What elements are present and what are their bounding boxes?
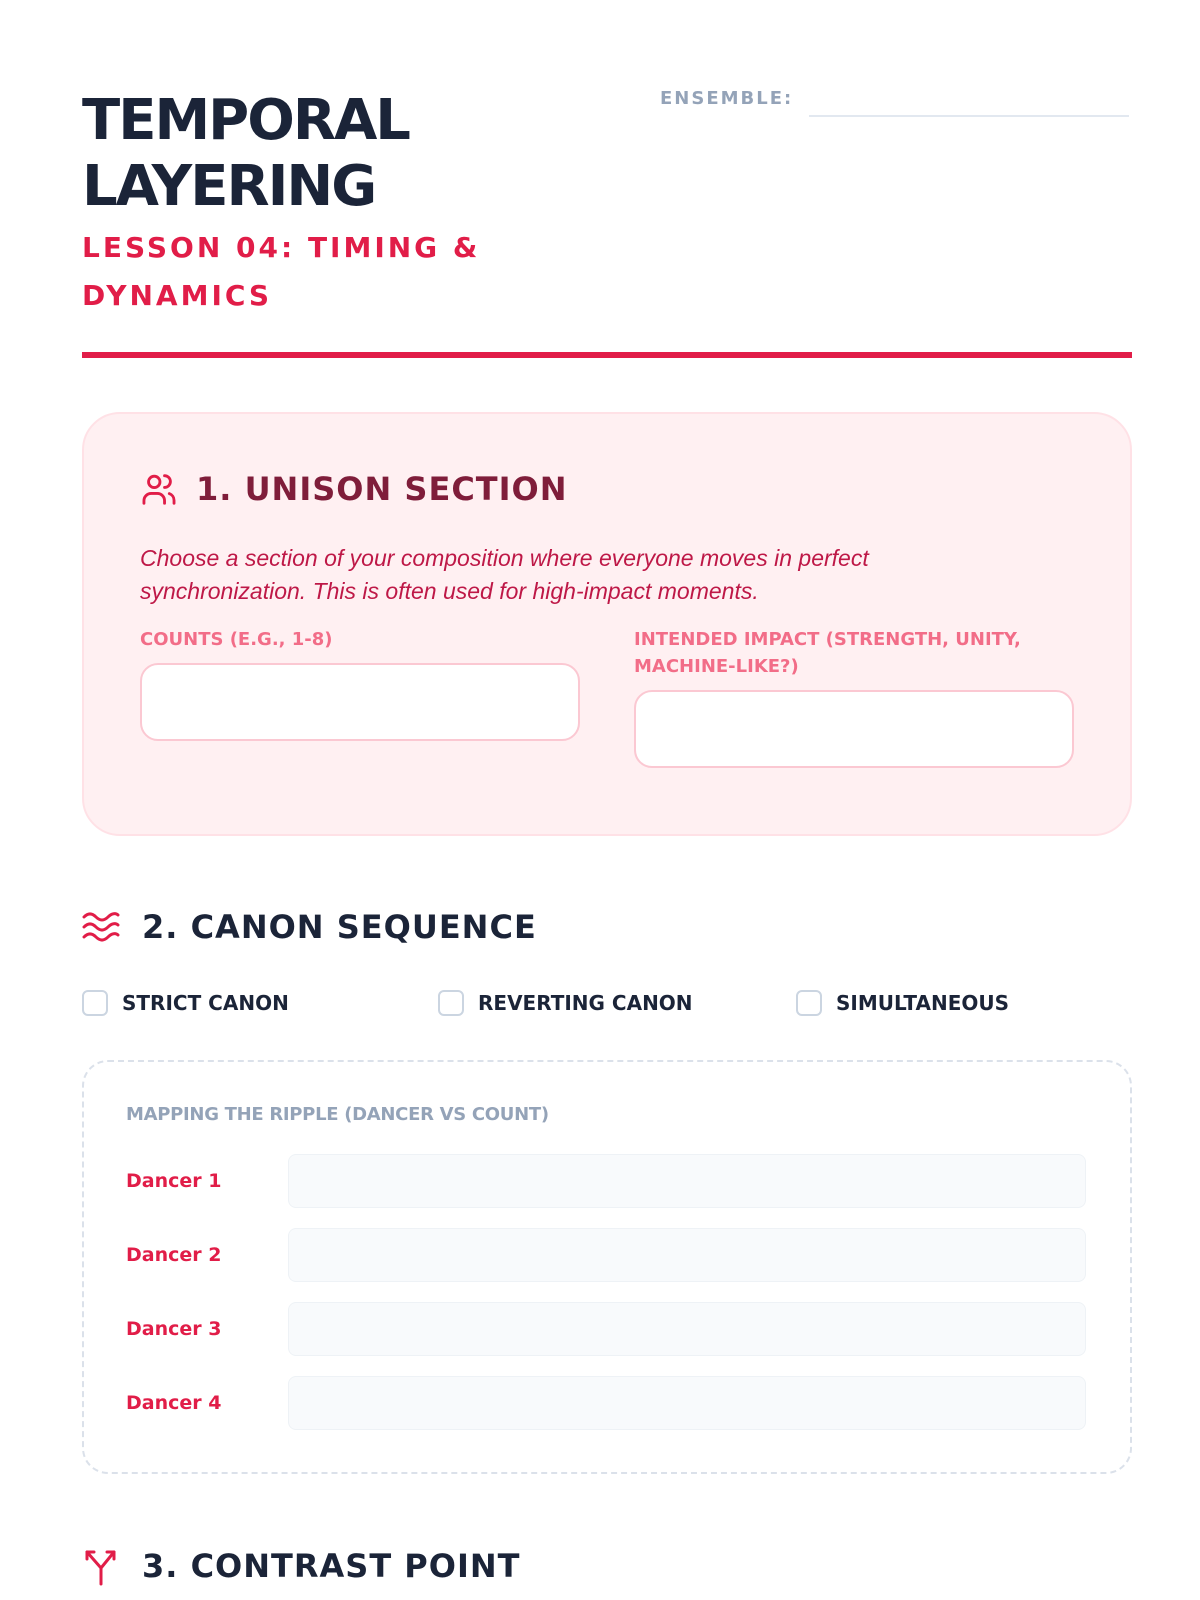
impact-field <box>634 626 1074 768</box>
contrast-title: 3. CONTRAST POINT <box>142 1547 521 1585</box>
waves-icon <box>82 912 120 942</box>
ripple-title: MAPPING THE RIPPLE (DANCER VS COUNT) <box>126 1104 549 1125</box>
ensemble-input-line[interactable] <box>809 115 1129 117</box>
option-simultaneous[interactable] <box>796 990 1009 1016</box>
ripple-map <box>82 1060 1132 1474</box>
dancer-count-track[interactable] <box>288 1302 1086 1356</box>
lesson-subtitle: LESSON 04: TIMING & DYNAMICS <box>82 231 481 312</box>
checkbox[interactable] <box>82 990 108 1016</box>
worksheet-header <box>82 88 1132 320</box>
counts-input[interactable] <box>140 663 580 741</box>
checkbox[interactable] <box>796 990 822 1016</box>
unison-heading <box>140 470 568 508</box>
option-reverting-canon[interactable] <box>438 990 693 1016</box>
dancer-label: Dancer 2 <box>126 1244 222 1266</box>
canon-title: 2. CANON SEQUENCE <box>142 908 537 946</box>
counts-label: COUNTS (E.G., 1-8) <box>140 629 333 650</box>
users-icon <box>140 470 178 508</box>
ensemble-field <box>660 88 1129 109</box>
checkbox[interactable] <box>438 990 464 1016</box>
impact-input[interactable] <box>634 690 1074 768</box>
counts-field <box>140 626 580 741</box>
header-divider <box>82 352 1132 358</box>
impact-label: INTENDED IMPACT (STRENGTH, UNITY, MACHINE-LIKE?) <box>634 629 1021 677</box>
option-strict-canon[interactable] <box>82 990 289 1016</box>
option-label: SIMULTANEOUS <box>836 991 1010 1015</box>
ensemble-label: ENSEMBLE: <box>660 88 794 109</box>
unison-section-card <box>82 412 1132 836</box>
dancer-count-track[interactable] <box>288 1376 1086 1430</box>
dancer-row <box>126 1302 1086 1356</box>
split-arrow-icon <box>82 1546 120 1586</box>
dancer-count-track[interactable] <box>288 1228 1086 1282</box>
dancer-row <box>126 1376 1086 1430</box>
canon-heading <box>82 908 537 946</box>
dancer-label: Dancer 3 <box>126 1318 222 1340</box>
dancer-label: Dancer 1 <box>126 1170 222 1192</box>
page-title: TEMPORAL LAYERING <box>82 88 409 219</box>
option-label: REVERTING CANON <box>478 991 693 1015</box>
dancer-count-track[interactable] <box>288 1154 1086 1208</box>
unison-title: 1. UNISON SECTION <box>196 470 568 508</box>
dancer-row <box>126 1154 1086 1208</box>
dancer-row <box>126 1228 1086 1282</box>
dancer-label: Dancer 4 <box>126 1392 222 1414</box>
option-label: STRICT CANON <box>122 991 289 1015</box>
contrast-heading <box>82 1546 520 1586</box>
unison-description: Choose a section of your composition where everyone moves in perfect synchronization. This is often used for high-impact moments. <box>140 545 869 604</box>
